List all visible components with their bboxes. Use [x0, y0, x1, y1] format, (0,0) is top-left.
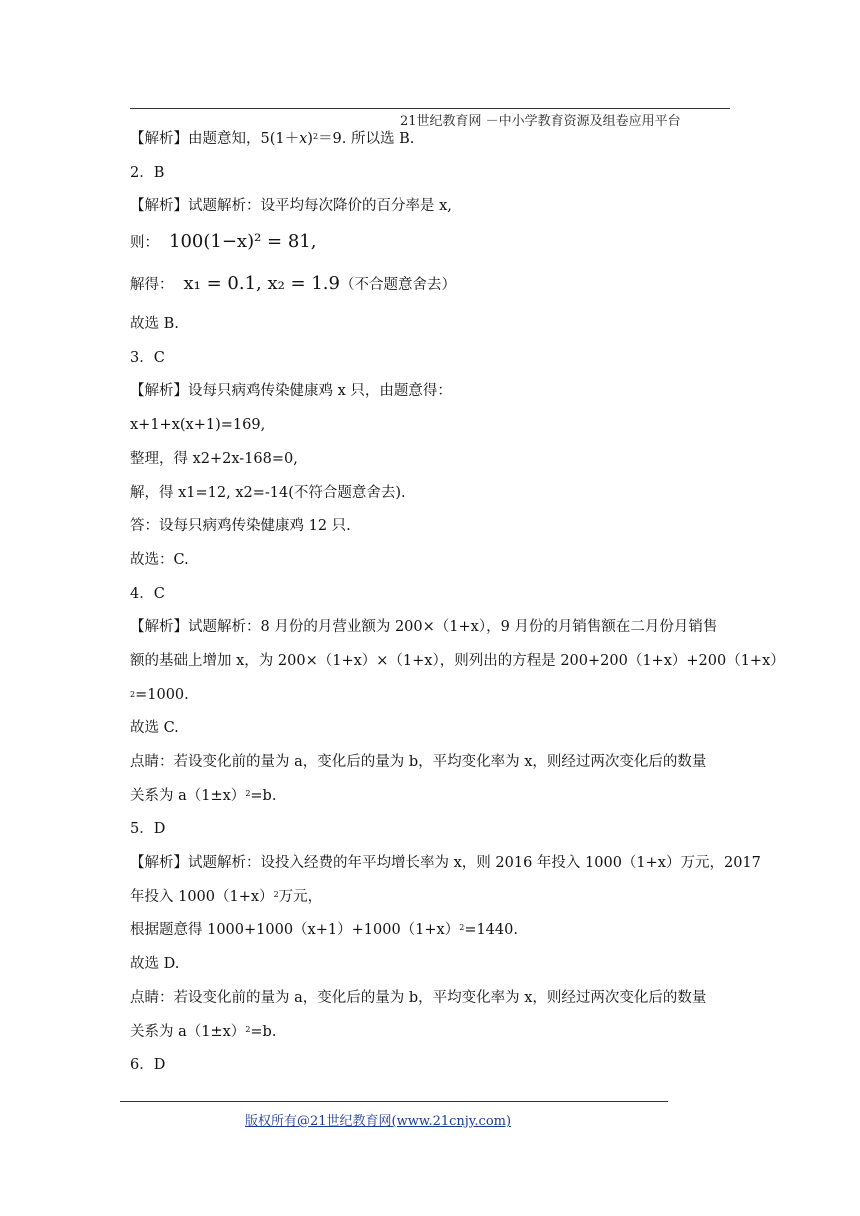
text-line: 【解析】试题解析：设平均每次降价的百分率是 x, [130, 198, 452, 215]
footer-rule [120, 1101, 668, 1102]
question-number: 5．D [130, 821, 166, 838]
text-line: 【解析】由题意知，$5(1+x)^2=9$. 所以选 B. [130, 131, 415, 147]
text-line: 年投入 $1000(1+x)^2$万元， [130, 888, 323, 905]
text-line: 根据题意得 $1000+1000(x+1)+1000(1+x)^2=1440$. [130, 922, 518, 939]
text-line: 【解析】设每只病鸡传染健康鸡 x 只，由题意得： [130, 383, 452, 400]
question-number: 2．B [130, 164, 165, 181]
math-line: 解得： x₁ = 0.1, x₂ = 1.9（不合题意舍去） [130, 273, 456, 295]
equation: 100(1−x)² = 81, [169, 231, 317, 253]
text-line: 额的基础上增加 x，为 200×（1+x）×（1+x），则列出的方程是 200+200（1+x）+200（1+x） [130, 652, 785, 669]
text-line: $^2$=1000. [130, 686, 189, 703]
text-line: 故选 D. [130, 956, 180, 973]
text-line: 故选 B. [130, 316, 179, 333]
question-number: 3．C [130, 349, 165, 366]
text-line: 【解析】试题解析：设投入经费的年平均增长率为 x，则 2016 年投入 1000（1+x）万元，2017 [130, 855, 761, 872]
text-line: x+1+x(x+1)=169, [130, 417, 266, 434]
header-rule [130, 108, 730, 109]
text-line: 整理，得 x2+2x-168=0, [130, 450, 298, 467]
copyright-link[interactable]: 版权所有@21世纪教育网(www.21cnjy.com) [245, 1114, 512, 1129]
text-line: 点睛：若设变化前的量为 a，变化后的量为 b，平均变化率为 x，则经过两次变化后的数量 [130, 754, 707, 770]
text-line: 解，得 x1=12, x2=-14(不符合题意舍去). [130, 484, 406, 501]
text-line: 故选：C. [130, 551, 189, 568]
text-line: 关系为 $a(1\pm x)^2=b$. [130, 1023, 277, 1040]
equation: x₁ = 0.1, x₂ = 1.9 [183, 273, 340, 295]
text-line: 故选 C. [130, 720, 179, 737]
question-number: 6．D [130, 1057, 166, 1074]
text-line: 点睛：若设变化前的量为 a，变化后的量为 b，平均变化率为 x，则经过两次变化后的数量 [130, 989, 707, 1006]
question-number: 4．C [130, 585, 165, 602]
text-line: 关系为 $a(1\pm x)^2=b$. [130, 787, 277, 804]
document-body [130, 130, 785, 1090]
text-line: 答：设每只病鸡传染健康鸡 12 只. [130, 518, 351, 535]
text-line: 【解析】试题解析：8 月份的月营业额为 200×（1+x），9 月份的月销售额在二月份月销售 [130, 619, 718, 636]
math-line: 则： 100(1−x)² = 81, [130, 231, 317, 253]
header-text: 21世纪教育网 －中小学教育资源及组卷应用平台 [400, 114, 681, 129]
